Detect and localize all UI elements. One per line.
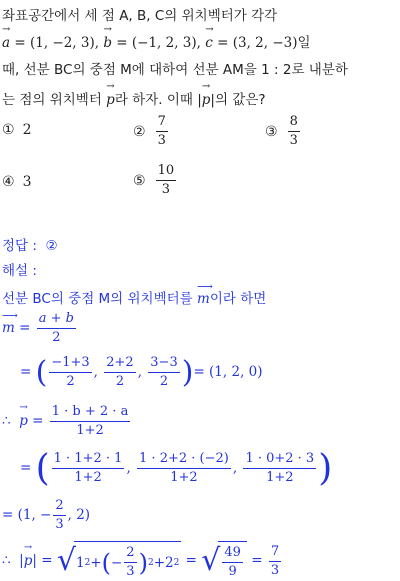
solution-line-1-pre: 선분 BC의 중점 M의 위치벡터를	[2, 291, 198, 307]
s7-sqrt-num: 49	[222, 544, 243, 563]
s3-result: = (1, 2, 0)	[193, 364, 263, 380]
vector-c-value: = (3, 2, −3)일	[212, 35, 311, 51]
s6-num: 2	[53, 497, 65, 516]
question-line-3: 때, 선분 BC의 중점 M에 대하여 선분 AM을 1 : 2로 내분하	[2, 62, 348, 78]
sqrt-expression: √ 1 2 + ( − $\frac{2}{3}$ ) 2 +2 2	[56, 543, 180, 579]
question-line-1: 좌표공간에서 세 점 A, B, C의 위치벡터가 각각	[2, 8, 278, 24]
therefore-symbol-2: ∴	[2, 552, 11, 569]
s7-frac-den: 3	[126, 564, 135, 579]
question-line-4-mid: 라 하자. 이때 |	[114, 92, 202, 108]
therefore-symbol: ∴	[2, 413, 11, 429]
internal-division-num: 1 · b + 2 · a	[50, 403, 131, 422]
midpoint-den: 2	[52, 330, 61, 345]
question-line-2	[2, 31, 311, 51]
vector-c: → c	[205, 35, 213, 51]
s3-num-3: 3−3	[148, 354, 179, 373]
s5-num-2: 1 · 2+2 · (−2)	[137, 450, 231, 469]
s5-num-1: 1 · 1+2 · 1	[52, 450, 125, 469]
s5-frac-2	[137, 450, 231, 487]
option-1-value: 2	[22, 122, 32, 138]
vector-p-magnitude: → p	[24, 553, 33, 569]
option-2-fraction	[156, 113, 168, 150]
s3-frac-2	[104, 354, 135, 391]
s3-den-3: 2	[159, 374, 169, 389]
vector-m-lhs: ⟶ m	[2, 320, 15, 336]
s7-result-den: 3	[270, 562, 280, 578]
option-5[interactable]	[133, 162, 178, 199]
vector-a: → a	[2, 35, 10, 51]
s7-result	[269, 543, 281, 580]
option-4-value: 3	[22, 174, 32, 190]
solution-line-6	[2, 497, 90, 534]
question-line-4-post: |의 값은?	[210, 92, 266, 108]
option-3[interactable]	[265, 113, 302, 150]
s7-sqrt-den: 9	[228, 564, 237, 579]
solution-label: 해설 :	[2, 263, 37, 279]
option-5-num: 10	[156, 162, 177, 181]
vector-p-lhs: → p	[19, 413, 28, 429]
option-2-num: 7	[156, 113, 168, 132]
s7-frac	[124, 544, 136, 581]
solution-line-4: ∴ → p = $\frac{1 \cdot b + 2 \cdot a}{1+2}$	[2, 403, 132, 440]
option-3-mark: ③	[265, 123, 278, 140]
s5-num-3: 1 · 0+2 · 3	[243, 450, 316, 469]
s6-pre: = (1, −	[2, 507, 52, 523]
s6-post: , 2)	[67, 507, 91, 523]
s7-result-num: 7	[269, 543, 281, 562]
vector-m: ⟶ m	[197, 291, 210, 307]
option-2[interactable]	[133, 113, 170, 150]
s7-frac-num: 2	[124, 544, 136, 563]
solution-line-1-post: 이라 하면	[209, 291, 267, 307]
s3-frac-1	[49, 354, 91, 391]
question-line-4-pre: 는 점의 위치벡터	[2, 92, 107, 108]
option-1[interactable]	[2, 122, 31, 138]
s5-frac-1	[52, 450, 125, 487]
option-5-fraction	[156, 162, 177, 199]
option-3-den: 3	[289, 133, 298, 148]
option-3-fraction	[288, 113, 300, 150]
s3-num-1: −1+3	[49, 354, 91, 373]
solution-line-3: = ( $\frac{-1+3}{2}$ , $\frac{2+2}{2}$ , $\frac{3-3}{2}$ )= (1, 2, 0)	[20, 355, 263, 390]
option-4[interactable]	[2, 174, 31, 190]
solution-line-7: ∴ |→ p| = √ 1 2 + ( − $\frac{2}{3}$ ) 2 +2 2 = √ $\frac{49}{9}$ = $\frac{7}{3}$	[2, 541, 283, 581]
s5-frac-3	[243, 450, 316, 487]
option-2-mark: ②	[133, 123, 146, 140]
internal-division-fraction	[50, 403, 131, 440]
midpoint-fraction	[37, 310, 76, 347]
s6-den: 3	[55, 517, 64, 532]
s5-den-1: 1+2	[74, 470, 102, 485]
answer-line	[2, 234, 58, 254]
sqrt-fraction: √ $\frac{49}{9}$	[201, 541, 247, 581]
s3-num-2: 2+2	[104, 354, 135, 373]
solution-line-1	[2, 287, 266, 307]
option-5-den: 3	[161, 182, 170, 197]
s3-den-1: 2	[66, 374, 75, 389]
question-line-4	[2, 88, 266, 108]
vector-p-abs: → p	[202, 92, 211, 108]
vector-p: → p	[106, 92, 115, 108]
answer-value: ②	[45, 238, 58, 254]
midpoint-num: a + b	[37, 310, 76, 329]
internal-division-den: 1+2	[76, 423, 104, 438]
option-5-mark: ⑤	[133, 172, 146, 189]
option-1-mark: ①	[2, 122, 15, 138]
answer-label: 정답 :	[2, 238, 37, 254]
option-2-den: 3	[157, 133, 166, 148]
vector-b: → b	[103, 35, 112, 51]
s5-den-3: 1+2	[266, 470, 294, 485]
option-4-mark: ④	[2, 174, 15, 190]
s3-den-2: 2	[115, 374, 125, 389]
s3-frac-3	[148, 354, 179, 391]
vector-a-value: = (1, −2, 3),	[10, 35, 100, 51]
option-3-num: 8	[288, 113, 300, 132]
s7-sqrt-frac	[222, 544, 243, 581]
s5-den-2: 1+2	[170, 470, 198, 485]
s6-frac	[53, 497, 65, 534]
vector-b-value: = (−1, 2, 3),	[111, 35, 201, 51]
solution-line-5: = ( $\frac{1 \cdot 1+2 \cdot 1}{1+2}$ , $\frac{1 \cdot 2+2 \cdot (-2)}{1+2}$ , $\frac{1 \cdot 0+2 \cdot 3}{1+2}$ )	[20, 448, 333, 489]
solution-line-2: ⟶ m = $\frac{a + b}{2}$	[2, 310, 78, 347]
